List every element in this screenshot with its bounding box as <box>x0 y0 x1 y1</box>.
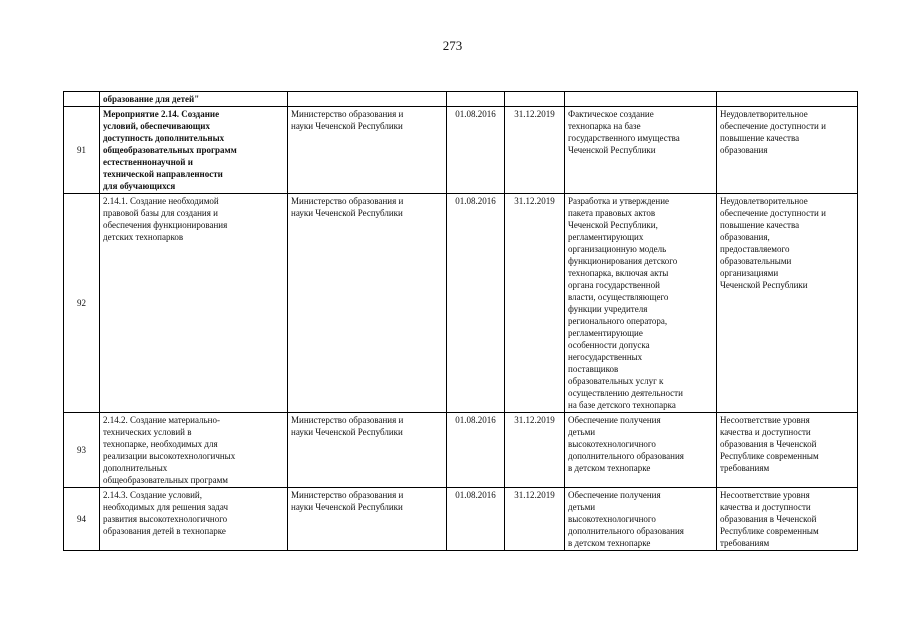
cell-line: науки Чеченской Республики <box>291 121 403 131</box>
cell-line: высокотехнологичного <box>568 514 656 524</box>
cell-line: регионального оператора, <box>568 316 668 326</box>
cell-line: высокотехнологичного <box>568 439 656 449</box>
cell-line: Министерство образования и <box>291 109 404 119</box>
cell-line: условий, обеспечивающих <box>103 121 210 131</box>
result-cell <box>565 488 717 551</box>
end-date-cell: 31.12.2019 <box>505 488 565 551</box>
cell-line: Министерство образования и <box>291 490 404 500</box>
start-date-cell: 01.08.2016 <box>447 413 505 488</box>
cell-line: для обучающихся <box>103 181 176 191</box>
risk-cell <box>717 413 858 488</box>
cell-line: качества и доступности <box>720 427 811 437</box>
cell-line: в детском технопарке <box>568 463 651 473</box>
cell-line: технической направленности <box>103 169 223 179</box>
result-cell <box>565 107 717 194</box>
start-date-cell: 01.08.2016 <box>447 488 505 551</box>
cell-line: организациями <box>720 268 779 278</box>
cell-line: регламентирующих <box>568 232 644 242</box>
result-cell <box>565 194 717 413</box>
executor-cell <box>288 92 447 107</box>
cell-line: Неудовлетворительное <box>720 109 808 119</box>
cell-line: 2.14.2. Создание материально- <box>103 415 220 425</box>
cell-line: повышение качества <box>720 220 800 230</box>
row-number: 94 <box>64 488 100 551</box>
executor-cell <box>288 107 447 194</box>
end-date-cell: 31.12.2019 <box>505 413 565 488</box>
cell-line: Мероприятие 2.14. Создание <box>103 109 220 119</box>
cell-line: доступность дополнительных <box>103 133 225 143</box>
cell-line: общеобразовательных программ <box>103 145 237 155</box>
activity-cell <box>100 194 288 413</box>
cell-line: функции учредителя <box>568 304 648 314</box>
cell-line: пакета правовых актов <box>568 208 656 218</box>
cell-line: реализации высокотехнологичных <box>103 451 236 461</box>
start-date-cell: 01.08.2016 <box>447 107 505 194</box>
row-number: 93 <box>64 413 100 488</box>
cell-line: 2.14.3. Создание условий, <box>103 490 202 500</box>
cell-line: поставщиков <box>568 364 619 374</box>
result-cell <box>565 92 717 107</box>
cell-line: правовой базы для создания и <box>103 208 218 218</box>
cell-line: технопарка на базе <box>568 121 641 131</box>
cell-line: образования, <box>720 232 770 242</box>
start-date-cell: 01.08.2016 <box>447 194 505 413</box>
cell-line: образования <box>720 145 768 155</box>
cell-line: повышение качества <box>720 133 800 143</box>
cell-line: Неудовлетворительное <box>720 196 808 206</box>
cell-line: Обеспечение получения <box>568 415 661 425</box>
cell-line: Разработка и утверждение <box>568 196 670 206</box>
cell-line: образования в Чеченской <box>720 514 817 524</box>
cell-line: качества и доступности <box>720 502 811 512</box>
cell-line: образование для детей" <box>103 94 200 104</box>
cell-line: детских технопарков <box>103 232 184 242</box>
cell-line: детьми <box>568 502 596 512</box>
cell-line: необходимых для решения задач <box>103 502 229 512</box>
executor-cell <box>288 488 447 551</box>
cell-line: требованиям <box>720 463 770 473</box>
cell-line: в детском технопарке <box>568 538 651 548</box>
cell-line: обеспечения функционирования <box>103 220 228 230</box>
cell-line: дополнительного образования <box>568 526 684 536</box>
risk-cell <box>717 488 858 551</box>
cell-line: дополнительных <box>103 463 168 473</box>
cell-line: естественнонаучной и <box>103 157 193 167</box>
cell-line: Министерство образования и <box>291 415 404 425</box>
cell-line: 2.14.1. Создание необходимой <box>103 196 219 206</box>
cell-line: власти, осуществляющего <box>568 292 669 302</box>
cell-line: Несоответствие уровня <box>720 415 810 425</box>
cell-line: обеспечение доступности и <box>720 208 826 218</box>
cell-line: технопарке, необходимых для <box>103 439 218 449</box>
cell-line: предоставляемого <box>720 244 790 254</box>
cell-line: науки Чеченской Республики <box>291 208 403 218</box>
table-body <box>64 92 858 551</box>
page-number: 273 <box>442 38 463 53</box>
cell-line: Министерство образования и <box>291 196 404 206</box>
cell-line: на базе детского технопарка <box>568 400 676 410</box>
cell-line: развития высокотехнологичного <box>103 514 228 524</box>
cell-line: особенности допуска <box>568 340 650 350</box>
program-table <box>63 91 858 551</box>
activity-cell <box>100 488 288 551</box>
cell-line: осуществлению деятельности <box>568 388 683 398</box>
result-cell <box>565 413 717 488</box>
cell-line: образования детей в технопарке <box>103 526 226 536</box>
cell-line: Несоответствие уровня <box>720 490 810 500</box>
risk-cell <box>717 194 858 413</box>
cell-line: обеспечение доступности и <box>720 121 826 131</box>
risk-cell <box>717 107 858 194</box>
cell-line: государственного имущества <box>568 133 680 143</box>
risk-cell <box>717 92 858 107</box>
row-number <box>64 92 100 107</box>
cell-line: функционирования детского <box>568 256 678 266</box>
cell-line: детьми <box>568 427 596 437</box>
table-row <box>64 488 858 551</box>
cell-line: Чеченской Республики <box>720 280 808 290</box>
cell-line: образовательных услуг к <box>568 376 664 386</box>
cell-line: технических условий в <box>103 427 192 437</box>
row-number: 92 <box>64 194 100 413</box>
end-date-cell <box>505 92 565 107</box>
cell-line: Чеченской Республики <box>568 145 656 155</box>
cell-line: науки Чеченской Республики <box>291 427 403 437</box>
cell-line: образования в Чеченской <box>720 439 817 449</box>
cell-line: Республике современным <box>720 451 819 461</box>
activity-cell <box>100 107 288 194</box>
cell-line: Чеченской Республики, <box>568 220 658 230</box>
cell-line: негосударственных <box>568 352 643 362</box>
table-row <box>64 413 858 488</box>
table-row <box>64 194 858 413</box>
cell-line: общеобразовательных программ <box>103 475 229 485</box>
cell-line: организационную модель <box>568 244 667 254</box>
cell-line: Республике современным <box>720 526 819 536</box>
table-row <box>64 92 858 107</box>
start-date-cell <box>447 92 505 107</box>
activity-cell <box>100 413 288 488</box>
cell-line: науки Чеченской Республики <box>291 502 403 512</box>
cell-line: Фактическое создание <box>568 109 654 119</box>
activity-cell <box>100 92 288 107</box>
cell-line: технопарка, включая акты <box>568 268 669 278</box>
executor-cell <box>288 413 447 488</box>
row-number: 91 <box>64 107 100 194</box>
cell-line: Обеспечение получения <box>568 490 661 500</box>
cell-line: дополнительного образования <box>568 451 684 461</box>
executor-cell <box>288 194 447 413</box>
end-date-cell: 31.12.2019 <box>505 194 565 413</box>
table-row <box>64 107 858 194</box>
cell-line: образовательными <box>720 256 792 266</box>
cell-line: требованиям <box>720 538 770 548</box>
cell-line: органа государственной <box>568 280 660 290</box>
cell-line: регламентирующие <box>568 328 643 338</box>
end-date-cell: 31.12.2019 <box>505 107 565 194</box>
